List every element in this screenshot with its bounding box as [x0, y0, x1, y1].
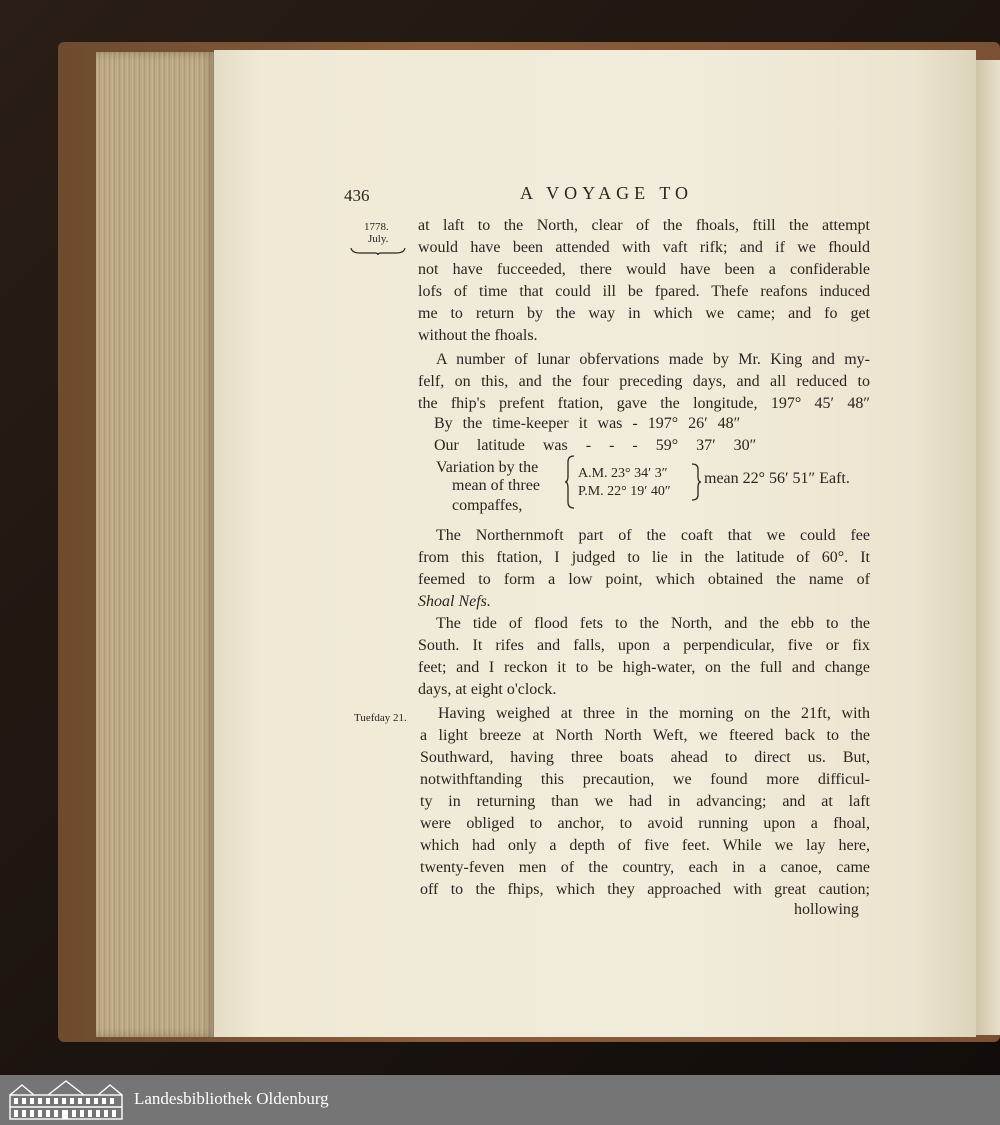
text-line: Our latitude was - - - 59° 37′ 30″: [434, 437, 757, 454]
text-line: from this ftation, I judged to lie in the latitude of 60°. It: [418, 549, 870, 566]
text-line: which had only a depth of five feet. While we lay here,: [420, 837, 870, 854]
right-brace: [690, 462, 702, 502]
text-line: Southward, having three boats ahead to direct us. But,: [420, 749, 870, 766]
text-line: A number of lunar obfervations made by Mr. King and my-: [436, 351, 870, 368]
next-page-edge: [976, 60, 1000, 1035]
margin-month: July.: [368, 233, 389, 245]
pm-reading: P.M. 22° 19′ 40″: [578, 484, 671, 499]
page-edges: [96, 52, 216, 1037]
text-line: me to return by the way in which we came; and fo get: [418, 305, 870, 322]
margin-year: 1778.: [364, 221, 389, 233]
text-line: notwithftanding this precaution, we found more difficul-: [420, 771, 870, 788]
footer-bar: [0, 1075, 1000, 1125]
variation-label: compaffes,: [452, 497, 523, 514]
text-line: without the fhoals.: [418, 327, 538, 344]
library-name: Landesbibliothek Oldenburg: [134, 1089, 329, 1108]
text-line: By the time-keeper it was - 197° 26′ 48″: [434, 415, 741, 432]
text-line: at laft to the North, clear of the fhoals, ftill the attempt: [418, 217, 870, 234]
margin-brace: [350, 246, 406, 256]
text-line: lofs of time that could ill be fpared. Thefe reafons induced: [418, 283, 870, 300]
left-brace: [564, 454, 576, 510]
text-line: a light breeze at North North Weft, we fteered back to the: [420, 727, 870, 744]
text-line: days, at eight o'clock.: [418, 681, 557, 698]
page-number: 436: [344, 186, 370, 205]
text-line: the fhip's prefent ftation, gave the longitude, 197° 45′ 48″: [418, 395, 870, 412]
library-building-logo-icon: [8, 1079, 124, 1121]
variation-label: mean of three: [452, 477, 540, 494]
text-line: feet; and I reckon it to be high-water, on the full and change: [418, 659, 870, 676]
text-line: would have been attended with vaft rifk; and if we fhould: [418, 239, 870, 256]
mean-variation: mean 22° 56′ 51″ Eaft.: [704, 470, 850, 487]
place-name: Shoal Nefs.: [418, 593, 491, 610]
text-line: not have fucceeded, there would have been a confiderable: [418, 261, 870, 278]
text-line: The Northernmoft part of the coaft that we could fee: [436, 527, 870, 544]
text-line: twenty-feven men of the country, each in a canoe, came: [420, 859, 870, 876]
text-line: The tide of flood fets to the North, and the ebb to the: [436, 615, 870, 632]
margin-date-note: Tuefday 21.: [354, 712, 407, 724]
text-line: off to the fhips, which they approached with great caution;: [420, 881, 870, 898]
variation-label: Variation by the: [436, 459, 539, 476]
text-line: South. It rifes and falls, upon a perpendicular, five or fix: [418, 637, 870, 654]
am-reading: A.M. 23° 34′ 3″: [578, 466, 668, 481]
text-line: feemed to form a low point, which obtained the name of: [418, 571, 870, 588]
running-head: A VOYAGE TO: [520, 183, 694, 203]
text-line: ty in returning than we had in advancing; and at laft: [420, 793, 870, 810]
catchword: hollowing: [794, 901, 859, 918]
text-line: felf, on this, and the four preceding days, and all reduced to: [418, 373, 870, 390]
text-line: Having weighed at three in the morning on the 21ft, with: [438, 705, 870, 722]
text-line: were obliged to anchor, to avoid running upon a fhoal,: [420, 815, 870, 832]
